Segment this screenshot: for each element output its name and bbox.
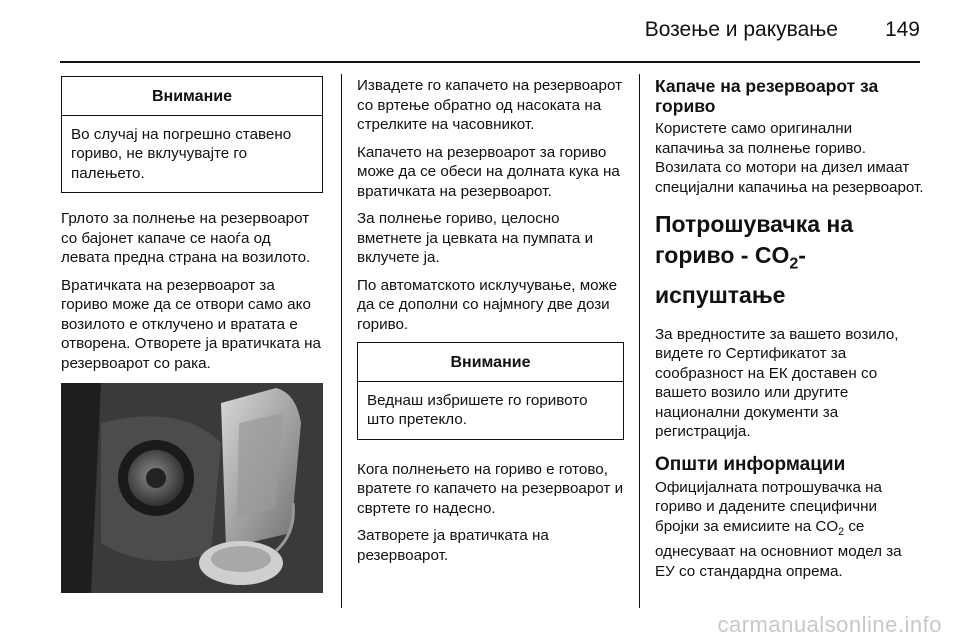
watermark: carmanualsonline.info: [717, 612, 942, 637]
section-heading: Капаче на резервоарот за гориво: [655, 76, 879, 116]
paragraph: [655, 478, 925, 582]
warning-title: Внимание: [358, 343, 623, 382]
column-1: [61, 76, 323, 593]
paragraph: Кога полнењето на гориво е готово, вратете го капачето на резервоарот и свртете го надесно.: [357, 460, 624, 517]
heading-subscript: 2: [789, 254, 799, 273]
section-heading: Општи информации: [655, 453, 846, 475]
heading-text: -испуштање: [655, 242, 806, 308]
paragraph: Грлото за полнење на резервоарот со бајонет капаче се наоѓа од левата предна страна на возилото.: [61, 210, 311, 266]
page-number: 149: [884, 18, 920, 41]
fuel-door-illustration: [61, 383, 323, 593]
warning-text: Во случај на погрешно ставено гориво, не вклучувајте го палењето.: [71, 125, 292, 182]
paragraph-subscript: 2: [838, 525, 845, 538]
warning-text: Веднаш избришете го горивото што претекло.: [367, 391, 588, 428]
column-divider-2: [639, 74, 640, 608]
paragraph-text: се однесуваат на основниот модел за ЕУ со стандардна опрема.: [655, 517, 902, 580]
paragraph: Капачето на резервоарот за гориво може да се обеси на долната кука на вратичката на резервоарот.: [357, 143, 620, 200]
warning-title: Внимание: [62, 77, 322, 116]
paragraph-text: Официјалната потрошувачка на гориво и дадените специфични бројки за емисиите на CO: [655, 478, 882, 535]
header-rule: [60, 61, 920, 63]
column-3: [655, 76, 925, 589]
paragraph: Користете само оригинални капачиња за полнење гориво. Возилата со мотори на дизел имаат специјални капачиња на резервоарот.: [655, 120, 924, 196]
section-heading-large: [655, 209, 925, 311]
warning-box: [61, 76, 323, 193]
paragraph: По автоматското исклучување, може да се дополни со најмногу две дози гориво.: [357, 276, 618, 333]
column-2: [357, 76, 624, 573]
paragraph: За вредностите за вашето возило, видете го Сертификатот за сообразност на ЕК доставен со вашето возило или другите национални документи за регистрација.: [655, 325, 899, 441]
column-divider-1: [341, 74, 342, 608]
paragraph: Затворете ја вратичката на резервоарот.: [357, 527, 549, 564]
warning-box: [357, 342, 624, 440]
paragraph: Извадете го капачето на резервоарот со вртење обратно од насоката на стрелките на часовникот.: [357, 77, 623, 133]
paragraph: Вратичката на резервоарот за гориво може да се отвори само ако возилото е отклучено и вратата е отворена. Отворете ја вратичката на резервоарот со рака.: [61, 276, 321, 372]
fuel-filler-photo: [61, 383, 323, 593]
heading-text: Потрошувачка на гориво - CO: [655, 211, 854, 268]
page-header-title: Возење и ракување: [644, 18, 838, 41]
paragraph: За полнење гориво, целосно вметнете ја цевката на пумпата и вклучете ја.: [357, 210, 594, 266]
